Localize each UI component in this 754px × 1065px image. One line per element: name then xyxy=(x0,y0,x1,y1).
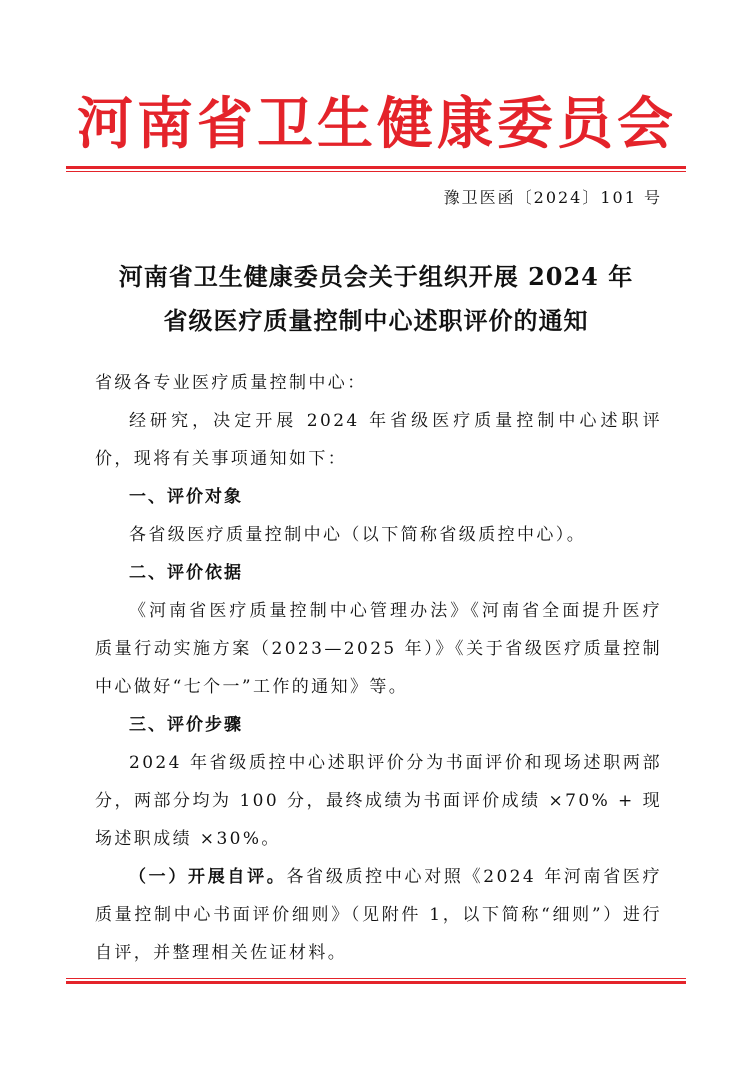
footer-red-rule xyxy=(66,978,686,984)
document-body xyxy=(95,364,662,972)
section-1-text: 各省级医疗质量控制中心（以下简称省级质控中心）。 xyxy=(129,525,587,545)
section-2-text: 《河南省医疗质量控制中心管理办法》《河南省全面提升医疗质量行动实施方案（2023—2025 年）》《关于省级医疗质量控制中心做好“七个一”工作的通知》等。 xyxy=(95,601,662,697)
section-3-sub-1-label: （一）开展自评。 xyxy=(129,867,287,887)
title-line-1: 河南省卫生健康委员会关于组织开展 2024 年 xyxy=(118,262,634,291)
document-number: 豫卫医函〔2024〕101 号 xyxy=(443,188,662,207)
document-title xyxy=(66,255,686,343)
section-3-sub-1 xyxy=(95,858,662,972)
red-rule-thin xyxy=(66,171,686,172)
section-3-sub-1-text: 各省级质控中心对照《2024 年河南省医疗质量控制中心书面评价细则》（见附件 1，以下简称“细则”）进行自评，并整理相关佐证材料。 xyxy=(95,867,662,963)
red-rule-thick xyxy=(66,166,686,169)
letterhead-title: 河南省卫生健康委员会 xyxy=(77,91,677,157)
intro-paragraph: 经研究，决定开展 2024 年省级医疗质量控制中心述职评价，现将有关事项通知如下： xyxy=(95,411,662,469)
footer-rule-thin xyxy=(66,978,686,979)
section-3-heading: 三、评价步骤 xyxy=(129,715,243,735)
letterhead-red-rule xyxy=(66,166,686,172)
title-line-2: 省级医疗质量控制中心述职评价的通知 xyxy=(163,306,589,335)
salutation: 省级各专业医疗质量控制中心： xyxy=(95,373,367,393)
footer-rule-thick xyxy=(66,981,686,984)
section-2-heading: 二、评价依据 xyxy=(129,563,243,583)
section-3-text: 2024 年省级质控中心述职评价分为书面评价和现场述职两部分，两部分均为 100 分，最终成绩为书面评价成绩 ×70% + 现场述职成绩 ×30%。 xyxy=(95,753,662,849)
section-1-heading: 一、评价对象 xyxy=(129,487,243,507)
